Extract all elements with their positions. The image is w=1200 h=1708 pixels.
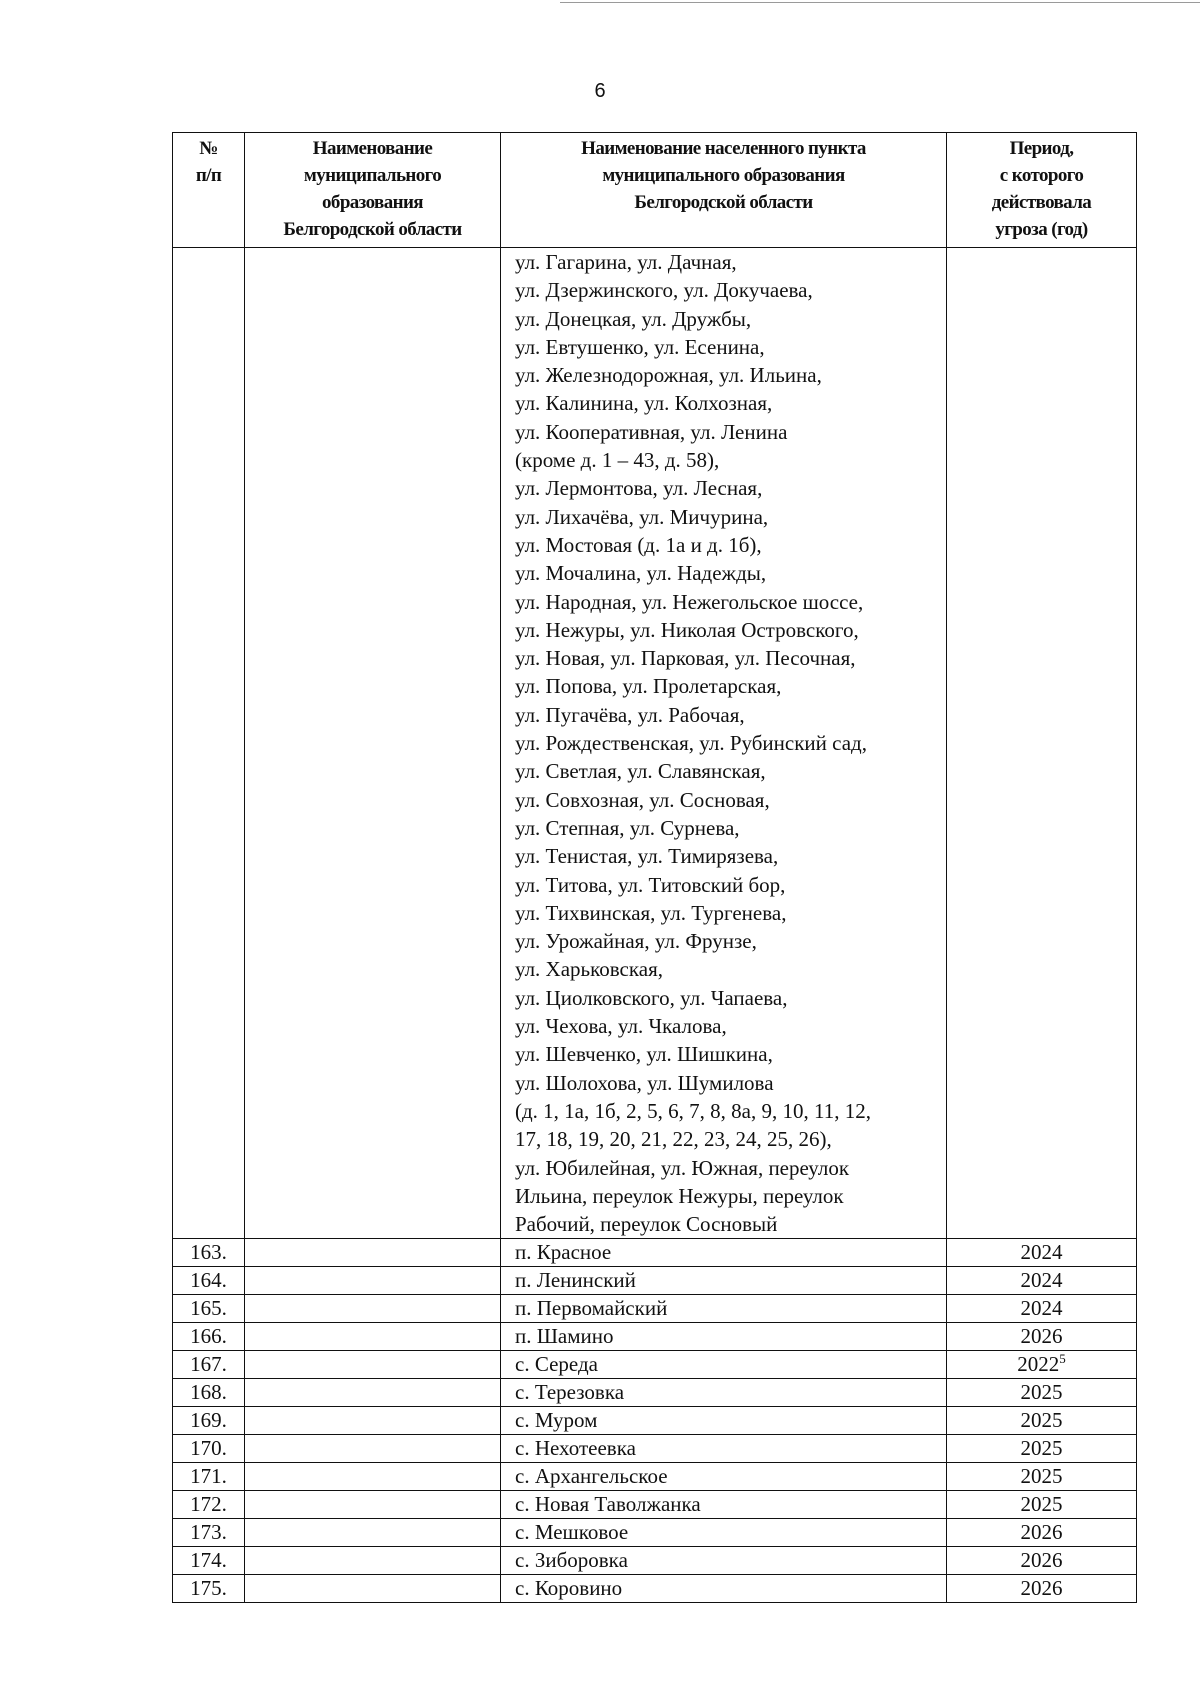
table-row <box>173 1435 1137 1463</box>
street-list-cell <box>501 248 947 1239</box>
header-number <box>173 133 245 248</box>
municipality-cell <box>245 1547 501 1575</box>
municipality-cell <box>245 1575 501 1603</box>
table-row <box>173 1547 1137 1575</box>
header-municipality-line: Наименование <box>312 138 433 159</box>
street-line: ул. Дзержинского, ул. Докучаева, <box>515 278 813 303</box>
settlement-name: с. Мешковое <box>501 1519 947 1547</box>
settlement-name: с. Муром <box>501 1407 947 1435</box>
header-settlement-line: Наименование населенного пункта <box>581 138 866 159</box>
row-number: 168. <box>173 1379 245 1407</box>
municipality-cell <box>245 1379 501 1407</box>
threat-year: 2024 <box>1020 1268 1063 1293</box>
row-number: 166. <box>173 1323 245 1351</box>
settlement-name: с. Середа <box>501 1351 947 1379</box>
street-line: (кроме д. 1 – 43, д. 58), <box>515 448 720 473</box>
header-municipality-line: образования <box>322 192 423 213</box>
threat-year: 2022 <box>1017 1352 1060 1377</box>
street-line: ул. Гагарина, ул. Дачная, <box>515 250 737 274</box>
table-row <box>173 1575 1137 1603</box>
street-line: ул. Пугачёва, ул. Рабочая, <box>515 702 745 727</box>
row-number: 164. <box>173 1267 245 1295</box>
year-cell-empty <box>947 248 1137 1239</box>
street-line: ул. Мочалина, ул. Надежды, <box>515 561 767 586</box>
header-period <box>947 133 1137 248</box>
scan-edge-line <box>560 2 1200 3</box>
municipality-cell <box>245 1295 501 1323</box>
threat-year-cell <box>947 1575 1137 1603</box>
threat-year: 2024 <box>1020 1296 1063 1321</box>
municipality-cell <box>245 1519 501 1547</box>
threat-year-cell <box>947 1267 1137 1295</box>
street-line: Рабочий, переулок Сосновый <box>515 1212 778 1237</box>
threat-year-cell <box>947 1519 1137 1547</box>
table-row <box>173 1295 1137 1323</box>
street-line: (д. 1, 1а, 1б, 2, 5, 6, 7, 8, 8а, 9, 10, 11, 12, <box>515 1098 871 1123</box>
header-municipality-line: муниципального <box>303 165 442 186</box>
row-number: 163. <box>173 1239 245 1267</box>
threat-year: 2026 <box>1020 1520 1063 1545</box>
street-line: ул. Светлая, ул. Славянская, <box>515 759 766 784</box>
settlement-name: п. Первомайский <box>501 1295 947 1323</box>
table-header <box>173 133 1137 248</box>
threat-year-cell <box>947 1491 1137 1519</box>
street-line: ул. Евтушенко, ул. Есенина, <box>515 334 765 359</box>
street-line: ул. Харьковская, <box>515 957 663 982</box>
settlement-name: с. Новая Таволжанка <box>501 1491 947 1519</box>
street-line: ул. Юбилейная, ул. Южная, переулок <box>515 1155 850 1180</box>
row-number: 172. <box>173 1491 245 1519</box>
street-line: ул. Мостовая (д. 1а и д. 1б), <box>515 532 762 557</box>
table-row <box>173 1407 1137 1435</box>
settlement-name: с. Архангельское <box>501 1463 947 1491</box>
table-row <box>173 1519 1137 1547</box>
table-row <box>173 1323 1137 1351</box>
street-line: ул. Калинина, ул. Колхозная, <box>515 391 773 416</box>
street-line: ул. Урожайная, ул. Фрунзе, <box>515 929 757 954</box>
street-list-row <box>173 248 1137 1239</box>
street-line: ул. Рождественская, ул. Рубинский сад, <box>515 731 867 756</box>
settlement-name: с. Нехотеевка <box>501 1435 947 1463</box>
header-municipality-line: Белгородской области <box>283 219 462 240</box>
threat-year: 2025 <box>1020 1408 1063 1433</box>
municipality-cell <box>245 1435 501 1463</box>
street-line: ул. Попова, ул. Пролетарская, <box>515 674 782 699</box>
threat-year-cell <box>947 1463 1137 1491</box>
row-number: 170. <box>173 1435 245 1463</box>
row-number: 174. <box>173 1547 245 1575</box>
header-number-line: № <box>199 138 218 159</box>
threat-year: 2024 <box>1020 1240 1063 1265</box>
table-row <box>173 1463 1137 1491</box>
header-period-line: действовала <box>991 192 1092 213</box>
municipality-cell <box>245 1323 501 1351</box>
threat-year: 2025 <box>1020 1464 1063 1489</box>
header-settlement-line: муниципального образования <box>602 165 845 186</box>
threat-year: 2025 <box>1020 1380 1063 1405</box>
street-line: ул. Циолковского, ул. Чапаева, <box>515 985 788 1010</box>
row-number: 173. <box>173 1519 245 1547</box>
street-line: ул. Шолохова, ул. Шумилова <box>515 1070 774 1095</box>
street-line: ул. Лермонтова, ул. Лесная, <box>515 476 763 501</box>
street-line: ул. Железнодорожная, ул. Ильина, <box>515 363 822 388</box>
threat-year: 2026 <box>1020 1576 1063 1601</box>
header-municipality <box>245 133 501 248</box>
street-line: ул. Новая, ул. Парковая, ул. Песочная, <box>515 646 856 671</box>
street-line: ул. Титова, ул. Титовский бор, <box>515 872 786 897</box>
street-line: ул. Степная, ул. Сурнева, <box>515 815 740 840</box>
footnote-marker: 5 <box>1059 1351 1066 1367</box>
municipality-cell <box>245 1267 501 1295</box>
settlement-name: с. Зиборовка <box>501 1547 947 1575</box>
header-number-line: п/п <box>195 165 222 186</box>
settlement-name: п. Ленинский <box>501 1267 947 1295</box>
street-line: ул. Тихвинская, ул. Тургенева, <box>515 900 787 925</box>
row-number: 165. <box>173 1295 245 1323</box>
threat-year-cell <box>947 1239 1137 1267</box>
settlement-name: п. Шамино <box>501 1323 947 1351</box>
threat-year-cell <box>947 1295 1137 1323</box>
threat-year-cell <box>947 1547 1137 1575</box>
municipality-cell <box>245 1351 501 1379</box>
street-line: ул. Лихачёва, ул. Мичурина, <box>515 504 769 529</box>
header-period-line: Период, <box>1009 138 1074 159</box>
municipality-cell <box>245 1491 501 1519</box>
table-body <box>173 248 1137 1603</box>
street-line: ул. Шевченко, ул. Шишкина, <box>515 1042 773 1067</box>
street-line: 17, 18, 19, 20, 21, 22, 23, 24, 25, 26), <box>515 1127 832 1152</box>
threat-year: 2026 <box>1020 1548 1063 1573</box>
threat-year-cell <box>947 1435 1137 1463</box>
row-number: 167. <box>173 1351 245 1379</box>
header-row <box>173 133 1137 248</box>
municipality-cell <box>245 1407 501 1435</box>
settlement-name: с. Коровино <box>501 1575 947 1603</box>
settlement-name: с. Терезовка <box>501 1379 947 1407</box>
street-line: ул. Народная, ул. Нежегольское шоссе, <box>515 589 864 614</box>
table-row <box>173 1379 1137 1407</box>
row-number-cell-empty <box>173 248 245 1239</box>
street-line: ул. Тенистая, ул. Тимирязева, <box>515 844 779 869</box>
header-period-line: с которого <box>999 165 1084 186</box>
page-number: 6 <box>594 80 606 102</box>
table-row <box>173 1351 1137 1379</box>
municipality-cell <box>245 1463 501 1491</box>
street-line: ул. Совхозная, ул. Сосновая, <box>515 787 770 812</box>
threat-year: 2026 <box>1020 1324 1063 1349</box>
table-row <box>173 1267 1137 1295</box>
street-line: ул. Чехова, ул. Чкалова, <box>515 1014 727 1039</box>
threat-year: 2025 <box>1020 1492 1063 1517</box>
street-line: Ильина, переулок Нежуры, переулок <box>515 1183 844 1208</box>
municipality-cell <box>245 1239 501 1267</box>
header-period-line: угроза (год) <box>995 219 1088 240</box>
municipality-cell-empty <box>245 248 501 1239</box>
table-row <box>173 1491 1137 1519</box>
threat-year: 2025 <box>1020 1436 1063 1461</box>
street-line: ул. Нежуры, ул. Николая Островского, <box>515 617 859 642</box>
threat-year-cell <box>947 1351 1137 1379</box>
table-row <box>173 1239 1137 1267</box>
threat-year-cell <box>947 1323 1137 1351</box>
threat-year-cell <box>947 1407 1137 1435</box>
row-number: 169. <box>173 1407 245 1435</box>
row-number: 171. <box>173 1463 245 1491</box>
street-line: ул. Донецкая, ул. Дружбы, <box>515 306 752 331</box>
settlement-name: п. Красное <box>501 1239 947 1267</box>
street-line: ул. Кооперативная, ул. Ленина <box>515 419 788 444</box>
header-settlement-line: Белгородской области <box>634 192 813 213</box>
header-settlement <box>501 133 947 248</box>
row-number: 175. <box>173 1575 245 1603</box>
threat-period-table <box>172 132 1137 1603</box>
threat-year-cell <box>947 1379 1137 1407</box>
